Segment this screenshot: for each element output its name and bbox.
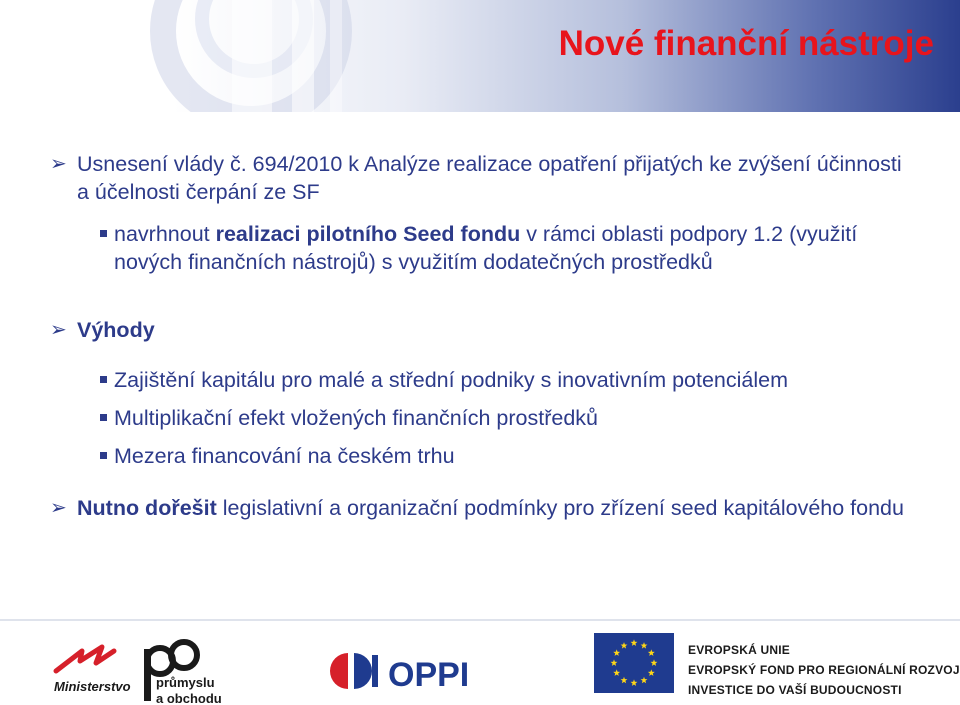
advantage-text: Zajištění kapitálu pro malé a střední podniky s inovativním potenciálem xyxy=(114,368,789,392)
eu-star-icon xyxy=(641,642,648,649)
bullet-text: Usnesení vlády č. 694/2010 k Analýze realizace opatření přijatých ke zvýšení účinnosti a účelnosti čerpání ze SF xyxy=(77,152,902,204)
decorative-bar xyxy=(232,0,272,112)
eu-star-icon xyxy=(613,669,620,676)
oppi-wordmark: OPPI xyxy=(388,656,470,693)
arrow-bullet-icon: ➢ xyxy=(50,153,67,175)
bullet-advantages xyxy=(50,316,906,344)
footer xyxy=(0,621,960,705)
sub-bullet-text-pre: navrhnout xyxy=(114,222,216,246)
bullet-text-bold: Nutno dořešit xyxy=(77,496,217,520)
mpo-line3: a obchodu xyxy=(156,691,222,705)
bullet-resolution xyxy=(50,150,906,206)
header-band xyxy=(0,0,960,112)
eu-star-icon xyxy=(631,639,638,646)
eu-line1: EVROPSKÁ UNIE xyxy=(688,643,790,657)
advantage-item xyxy=(50,366,906,394)
eu-text-block xyxy=(688,640,960,700)
advantage-item xyxy=(50,404,906,432)
square-bullet-icon xyxy=(100,452,107,459)
eu-flag-icon xyxy=(594,633,674,693)
eu-star-icon xyxy=(613,649,620,656)
eu-star-icon xyxy=(648,649,655,656)
eu-star-icon xyxy=(651,659,658,666)
arrow-bullet-icon: ➢ xyxy=(50,497,67,519)
eu-star-icon xyxy=(621,642,628,649)
eu-star-icon xyxy=(648,669,655,676)
mpo-line1: Ministerstvo xyxy=(54,679,131,694)
bullet-to-resolve xyxy=(50,494,906,522)
bullet-heading: Výhody xyxy=(77,318,155,342)
eu-line3: INVESTICE DO VAŠÍ BUDOUCNOSTI xyxy=(688,683,902,697)
mpo-logo xyxy=(52,631,252,705)
eu-line2: EVROPSKÝ FOND PRO REGIONÁLNÍ ROZVOJ xyxy=(688,663,960,677)
sub-bullet-seed-fund xyxy=(50,220,906,276)
eu-star-icon xyxy=(611,659,618,666)
slide-title: Nové finanční nástroje xyxy=(558,24,934,63)
advantage-text: Mezera financování na českém trhu xyxy=(114,444,455,468)
arrow-bullet-icon: ➢ xyxy=(50,319,67,341)
square-bullet-icon xyxy=(100,376,107,383)
eu-star-icon xyxy=(641,677,648,684)
eu-star-icon xyxy=(621,677,628,684)
mpo-line2: průmyslu xyxy=(156,675,215,690)
square-bullet-icon xyxy=(100,230,107,237)
advantage-text: Multiplikační efekt vložených finančních prostředků xyxy=(114,406,598,430)
sub-bullet-text-bold: realizaci pilotního Seed fondu xyxy=(215,222,521,246)
slide-content xyxy=(50,150,906,522)
decorative-bar xyxy=(292,0,314,112)
sub-bullet-text-post: v rámci oblasti podpory 1.2 (využití nových finančních nástrojů) s využitím dodatečných prostředků xyxy=(114,222,858,274)
decorative-bar xyxy=(330,0,342,112)
advantage-item xyxy=(50,442,906,470)
square-bullet-icon xyxy=(100,414,107,421)
eu-star-icon xyxy=(631,679,638,686)
oppi-logo xyxy=(330,649,490,693)
bullet-text-rest: legislativní a organizační podmínky pro zřízení seed kapitálového fondu xyxy=(216,496,904,520)
